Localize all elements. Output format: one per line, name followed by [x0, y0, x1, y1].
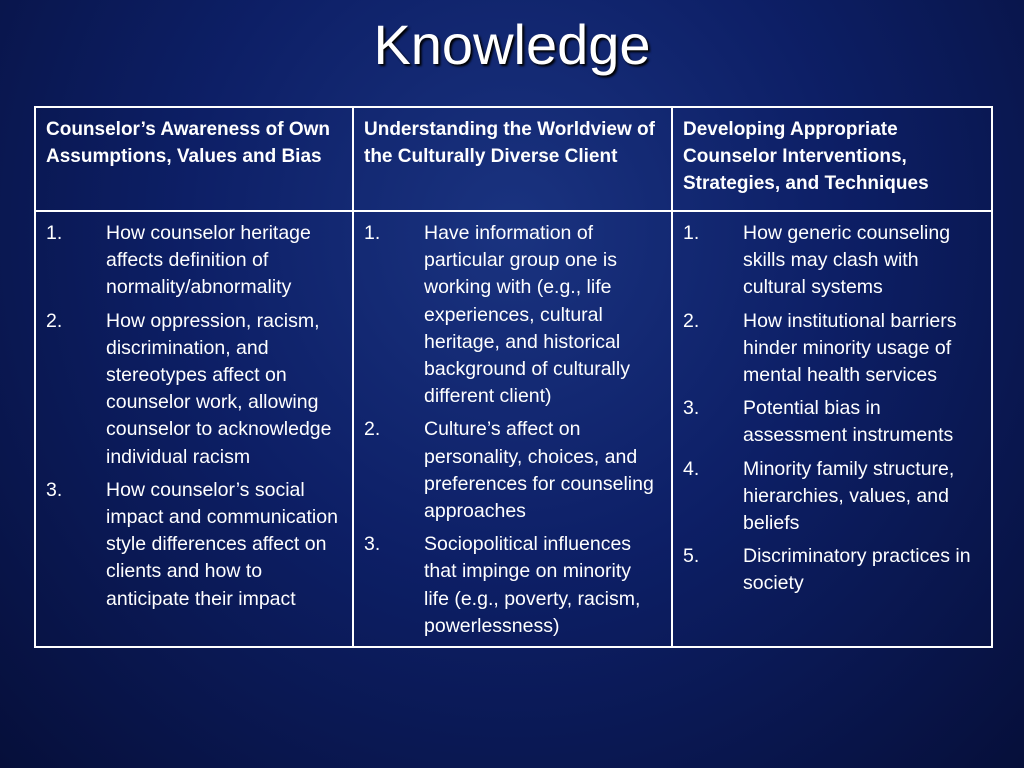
item-number: 2.	[364, 418, 381, 441]
column-cell-awareness	[35, 211, 353, 647]
item-text: Culture’s affect on personality, choices, and preferences for counseling approaches	[424, 418, 654, 523]
item-text: Minority family structure, hierarchies, values, and beliefs	[743, 457, 955, 535]
list-item	[364, 531, 661, 640]
list-item	[46, 308, 342, 471]
item-number: 4.	[683, 457, 700, 480]
list-item	[683, 395, 981, 449]
column-header-worldview: Understanding the Worldview of the Culturally Diverse Client	[353, 107, 672, 211]
column-cell-interventions	[672, 211, 992, 647]
item-number: 2.	[683, 309, 700, 332]
item-number: 3.	[364, 533, 381, 556]
table-body-row	[35, 211, 992, 647]
list-item	[364, 220, 661, 410]
interventions-list	[683, 220, 981, 598]
item-number: 1.	[364, 222, 381, 244]
item-text: Have information of particular group one is working with (e.g., life experiences, cultural heritage, and historical background of culturally different client)	[424, 222, 630, 408]
knowledge-table	[34, 106, 993, 648]
column-header-interventions: Developing Appropriate Counselor Interventions, Strategies, and Techniques	[672, 107, 992, 211]
item-number: 5.	[683, 545, 700, 568]
column-cell-worldview	[353, 211, 672, 647]
column-header-awareness: Counselor’s Awareness of Own Assumptions, Values and Bias	[35, 107, 353, 211]
list-item	[683, 456, 981, 538]
item-number: 1.	[683, 222, 700, 244]
list-item	[364, 416, 661, 525]
list-item	[46, 477, 342, 613]
worldview-list	[364, 220, 661, 640]
list-item	[683, 543, 981, 597]
item-text: How counselor heritage affects definition of normality/abnormality	[106, 222, 311, 299]
awareness-list	[46, 220, 342, 613]
item-number: 3.	[46, 478, 63, 501]
item-number: 3.	[683, 397, 700, 420]
slide-title: Knowledge	[373, 13, 651, 76]
item-text: Sociopolitical influences that impinge on minority life (e.g., poverty, racism, powerlessness)	[424, 533, 641, 637]
item-text: How institutional barriers hinder minority usage of mental health services	[743, 309, 957, 387]
item-text: How oppression, racism, discrimination, and stereotypes affect on counselor work, allowing counselor to acknowledge individual racism	[106, 309, 332, 468]
item-text: How counselor’s social impact and communication style differences affect on clients and how to anticipate their impact	[106, 478, 338, 610]
item-text: Discriminatory practices in society	[743, 545, 971, 595]
item-number: 1.	[46, 222, 63, 244]
item-text: How generic counseling skills may clash with cultural systems	[743, 222, 951, 299]
item-text: Potential bias in assessment instruments	[743, 397, 954, 447]
list-item	[683, 220, 981, 302]
list-item	[683, 308, 981, 390]
item-number: 2.	[46, 309, 63, 332]
table-header-row	[35, 107, 992, 211]
list-item	[46, 220, 342, 302]
